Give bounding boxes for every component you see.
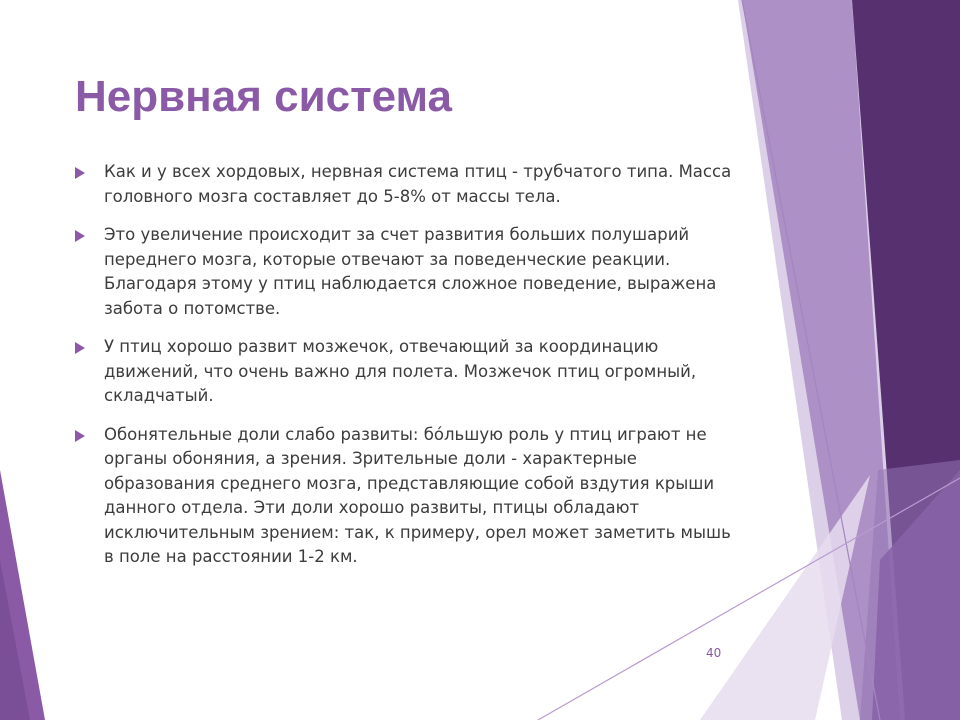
bullet-text: Это увеличение происходит за счет развития больших полушарий переднего мозга, которые отвечают за поведенческие реакции. Благодаря этому у птиц наблюдается сложное поведение, выражена забота о потомстве. bbox=[104, 225, 717, 318]
bullet-text: Как и у всех хордовых, нервная система птиц - трубчатого типа. Масса головного мозга составляет до 5-8% от массы тела. bbox=[104, 162, 732, 206]
bullet-list bbox=[75, 160, 735, 584]
bullet-item bbox=[75, 335, 735, 409]
slide-title: Нервная система bbox=[75, 72, 452, 121]
bullet-text: Обонятельные доли слабо развиты: бóльшую роль у птиц играют не органы обоняния, а зрения. Зрительные доли - характерные образования среднего мозга, представляющие собой вздутия крыши данного отдела. Эти доли хорошо развиты, птицы обладают исключительным зрением: так, к примеру, орел может заметить мышь в поле на расстоянии 1-2 км. bbox=[104, 424, 731, 566]
triangle-bullet-icon bbox=[75, 430, 85, 442]
triangle-bullet-icon bbox=[75, 230, 85, 242]
triangle-bullet-icon bbox=[75, 167, 85, 179]
bullet-item bbox=[75, 223, 735, 321]
bullet-item bbox=[75, 160, 735, 209]
bullet-text: У птиц хорошо развит мозжечок, отвечающий за координацию движений, что очень важно для полета. Мозжечок птиц огромный, складчатый. bbox=[104, 337, 697, 405]
bullet-item bbox=[75, 423, 735, 570]
slide-number: 40 bbox=[706, 646, 722, 660]
triangle-bullet-icon bbox=[75, 342, 85, 354]
